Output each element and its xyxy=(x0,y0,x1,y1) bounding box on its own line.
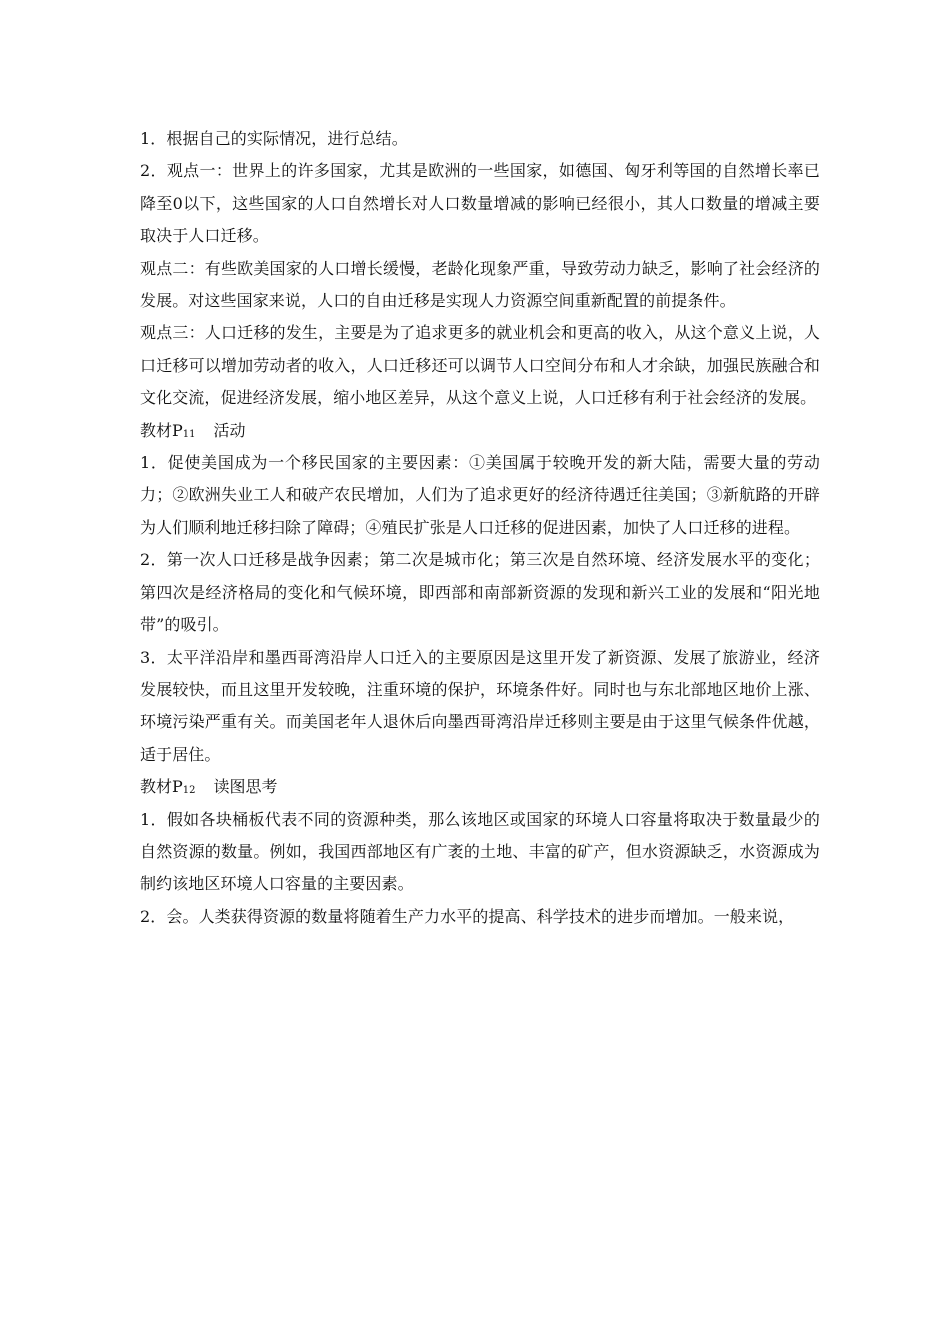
answer-paragraph-2-viewpoint-1: 2．观点一：世界上的许多国家，尤其是欧洲的一些国家，如德国、匈牙利等国的自然增长率已降至0以下，这些国家的人口自然增长对人口数量增减的影响已经很小，其人口数量的增减主要取决于人口迁移。 xyxy=(140,161,820,246)
heading-page-number: 11 xyxy=(182,428,196,440)
document-body xyxy=(140,123,820,933)
activity-answer-2: 2．第一次人口迁移是战争因素；第二次是城市化；第三次是自然环境、经济发展水平的变化；第四次是经济格局的变化和气候环境，即西部和南部新资源的发现和新兴工业的发展和“阳光地带”的吸引。 xyxy=(140,550,820,635)
heading-prefix: 教材P xyxy=(140,420,183,440)
heading-page-number: 12 xyxy=(182,785,196,797)
section-heading-p11-activity xyxy=(140,415,820,447)
reading-answer-1: 1．假如各块桶板代表不同的资源种类，那么该地区或国家的环境人口容量将取决于数量最少的自然资源的数量。例如，我国西部地区有广袤的土地、丰富的矿产，但水资源缺乏，水资源成为制约该地区环境人口容量的主要因素。 xyxy=(140,809,820,894)
heading-title: 读图思考 xyxy=(213,777,278,797)
heading-title: 活动 xyxy=(213,420,246,440)
activity-answer-1: 1．促使美国成为一个移民国家的主要因素：①美国属于较晚开发的新大陆，需要大量的劳动力；②欧洲失业工人和破产农民增加，人们为了追求更好的经济待遇迁往美国；③新航路的开辟为人们顺利地迁移扫除了障碍；④殖民扩张是人口迁移的促进因素，加快了人口迁移的进程。 xyxy=(140,453,820,537)
viewpoint-3-paragraph: 观点三：人口迁移的发生，主要是为了追求更多的就业机会和更高的收入，从这个意义上说，人口迁移可以增加劳动者的收入，人口迁移还可以调节人口空间分布和人才余缺，加强民族融合和文化交流，促进经济发展，缩小地区差异，从这个意义上说，人口迁移有利于社会经济的发展。 xyxy=(140,323,820,408)
section-heading-p12-reading-map xyxy=(140,771,820,803)
answer-paragraph-1: 1．根据自己的实际情况，进行总结。 xyxy=(140,129,408,148)
viewpoint-2-paragraph: 观点二：有些欧美国家的人口增长缓慢，老龄化现象严重，导致劳动力缺乏，影响了社会经济的发展。对这些国家来说，人口的自由迁移是实现人力资源空间重新配置的前提条件。 xyxy=(140,258,820,311)
activity-answer-3: 3．太平洋沿岸和墨西哥湾沿岸人口迁入的主要原因是这里开发了新资源、发展了旅游业，经济发展较快，而且这里开发较晚，注重环境的保护，环境条件好。同时也与东北部地区地价上涨、环境污染严重有关。而美国老年人退休后向墨西哥湾沿岸迁移则主要是由于这里气候条件优越，适于居住。 xyxy=(140,647,820,764)
heading-prefix: 教材P xyxy=(140,777,183,797)
reading-answer-2: 2．会。人类获得资源的数量将随着生产力水平的提高、科学技术的进步而增加。一般来说， xyxy=(140,906,795,926)
